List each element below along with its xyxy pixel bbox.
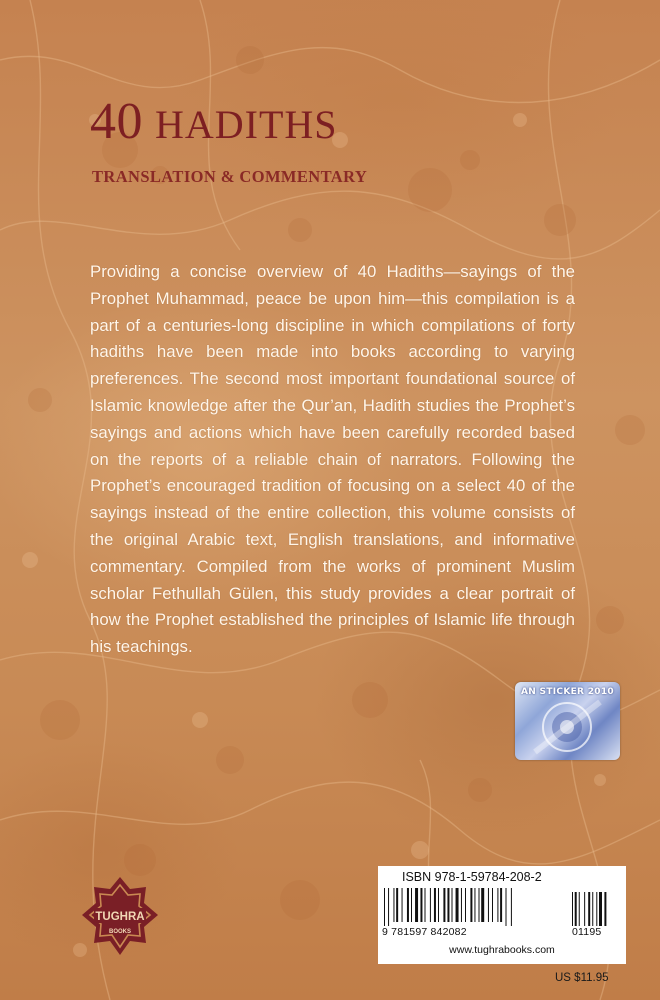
title-word: HADITHS [155,102,338,147]
book-title [90,92,338,155]
logo-sub: BOOKS [108,929,132,935]
hologram-text: AN STICKER 2010 [521,687,614,697]
barcode-addon-digits: 01195 [572,926,602,938]
title-number: 40 [90,93,143,150]
hologram-sticker [515,682,620,760]
barcode-main-digits: 9 781597 842082 [382,926,467,938]
publisher-website: www.tughrabooks.com [449,944,555,956]
book-subtitle: TRANSLATION & COMMENTARY [92,167,368,186]
price-label: US $11.95 [555,972,609,984]
book-description: Providing a concise overview of 40 Hadiths—sayings of the Prophet Muhammad, peace be upon him—this compilation is a part of a centuries-long discipline in which compilations of forty hadiths have been made into books according to varying preferences. The second most important foundational source of Islamic knowledge after the Qur’an, Hadith studies the Prophet’s sayings and actions which have been carefully recorded based on the reports of a reliable chain of narrators. Following the Prophet’s encouraged tradition of focusing on a select 40 of the sayings instead of the entire collection, this volume consists of the original Arabic text, English translations, and informative commentary. Compiled from the works of prominent Muslim scholar Fethullah Gülen, this study provides a clear portrait of how the Prophet established the principles of Islamic life through his teachings. [90,262,575,657]
barcode-panel [378,866,626,964]
logo-name: TUGHRA [95,911,145,923]
barcode-bars [382,888,622,926]
tughra-books-logo [80,875,160,957]
isbn-label: ISBN 978-1-59784-208-2 [402,870,542,884]
